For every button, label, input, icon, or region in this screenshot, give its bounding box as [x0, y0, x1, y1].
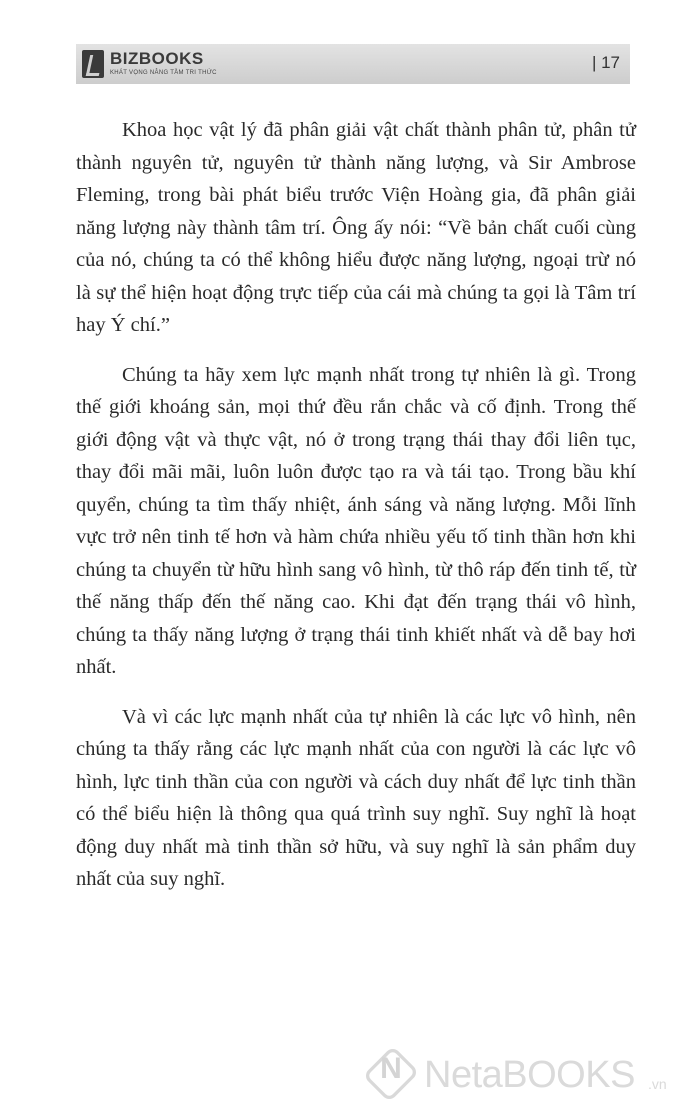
netabooks-watermark [368, 1044, 688, 1104]
watermark-icon-letter: N [380, 1052, 402, 1085]
paragraph-1: Khoa học vật lý đã phân giải vật chất thành phân tử, phân tử thành nguyên tử, nguyên tử thành năng lượng, và Sir Ambrose Fleming, trong bài phát biểu trước Viện Hoàng gia, đã phân giải năng lượng này thành tâm trí. Ông ấy nói: “Về bản chất cuối cùng của nó, chúng ta có thể không hiểu được năng lượng, ngoại trừ nó là sự thể hiện hoạt động trực tiếp của cái mà chúng ta gọi là Tâm trí hay Ý chí.” [76, 119, 636, 336]
page-number: | 17 [591, 53, 620, 72]
paragraph-2: Chúng ta hãy xem lực mạnh nhất trong tự nhiên là gì. Trong thế giới khoáng sản, mọi thứ đều rắn chắc và cố định. Trong thế giới động vật và thực vật, nó ở trong trạng thái thay đổi liên tục, thay đổi mãi mãi, luôn luôn được tạo ra và tái tạo. Trong bầu khí quyển, chúng ta tìm thấy nhiệt, ánh sáng và năng lượng. Mỗi lĩnh vực trở nên tinh tế hơn và hàm chứa nhiều yếu tố tinh thần hơn khi chúng ta chuyển từ hữu hình sang vô hình, từ thô ráp đến tinh tế, từ thế năng thấp đến thế năng cao. Khi đạt đến trạng thái vô hình, chúng ta thấy năng lượng ở trạng thái tinh khiết nhất và dễ bay hơi nhất. [76, 363, 636, 678]
paragraph-3: Và vì các lực mạnh nhất của tự nhiên là các lực vô hình, nên chúng ta thấy rằng các lực mạnh nhất của con người là các lực vô hình, lực tinh thần của con người và cách duy nhất để lực tinh thần có thể biểu hiện là thông qua quá trình suy nghĩ. Suy nghĩ là hoạt động duy nhất mà tinh thần sở hữu, và suy nghĩ là sản phẩm duy nhất của suy nghĩ. [76, 705, 636, 890]
brand-tagline: KHÁT VỌNG NÂNG TẦM TRI THỨC [110, 70, 217, 76]
watermark-suffix: .vn [648, 1076, 667, 1092]
bizbooks-logo-icon [82, 50, 104, 78]
page-body [76, 114, 636, 913]
brand-name: BIZBOOKS [110, 49, 204, 68]
running-header [76, 44, 630, 84]
watermark-text: NetaBOOKS [424, 1054, 635, 1096]
